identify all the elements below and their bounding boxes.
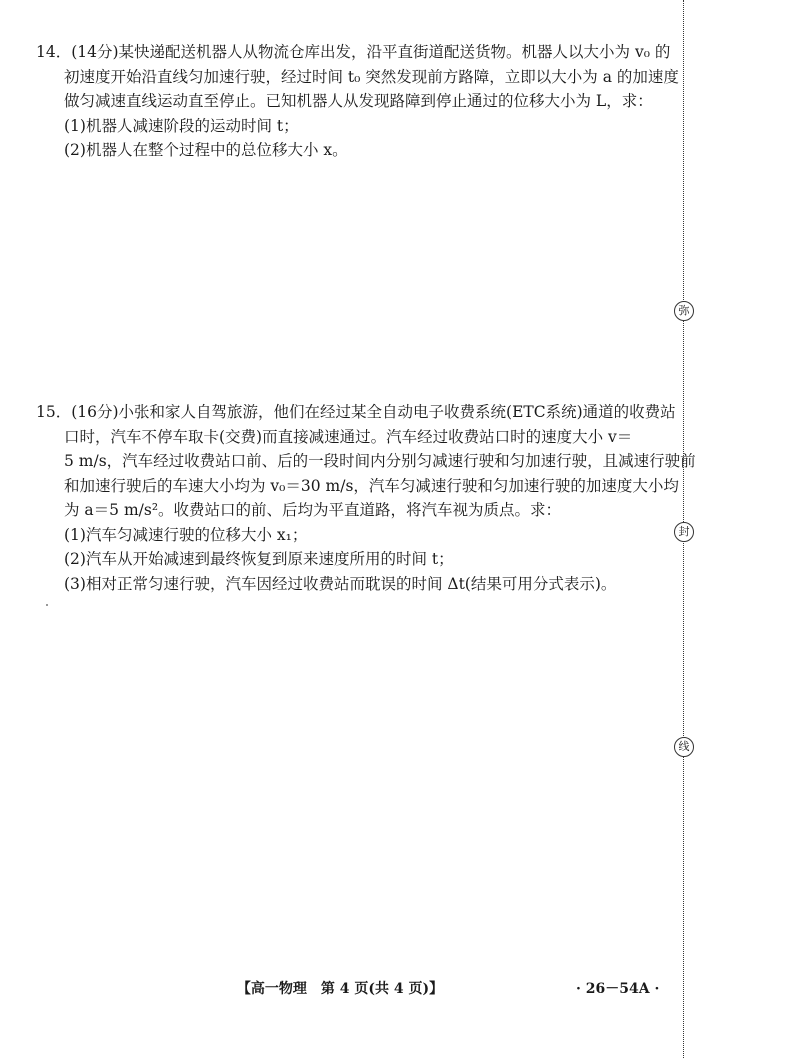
problem-14-line-3: 做匀减速直线运动直至停止。已知机器人从发现路障到停止通过的位移大小为 L，求：	[64, 92, 653, 110]
seal-character-mi: 弥	[674, 301, 694, 321]
problem-15-subquestion-3: (3)相对正常匀速行驶，汽车因经过收费站而耽误的时间 Δt(结果可用分式表示)。	[64, 574, 617, 593]
problem-15-subquestion-1: (1)汽车匀减速行驶的位移大小 x₁；	[64, 525, 308, 544]
problem-15	[36, 400, 696, 596]
problem-14-subquestion-2: (2)机器人在整个过程中的总位移大小 x。	[64, 141, 348, 159]
problem-15-line-3: 5 m/s，汽车经过收费站口前、后的一段时间内分别匀减速行驶和匀加速行驶，且减速行驶前	[64, 452, 696, 470]
problem-15-line-5: 为 a＝5 m/s²。收费站口的前、后均为平直道路，将汽车视为质点。求：	[64, 501, 562, 519]
scan-speck	[46, 604, 48, 606]
problem-15-subquestion-2: (2)汽车从开始减速到最终恢复到原来速度所用的时间 t；	[64, 550, 454, 568]
problem-15-line-1: 15．(16分)小张和家人自驾旅游，他们在经过某全自动电子收费系统(ETC系统)通道的收费站	[36, 403, 676, 421]
seal-character-feng: 封	[674, 522, 694, 542]
problem-14-line-2: 初速度开始沿直线匀加速行驶，经过时间 t₀ 突然发现前方路障，立即以大小为 a 的加速度	[64, 67, 679, 86]
problem-14	[36, 40, 679, 163]
seal-character-xian: 线	[674, 737, 694, 757]
page-footer-code: · 26－54A ·	[576, 981, 660, 997]
problem-14-line-1: 14．(14分)某快递配送机器人从物流仓库出发，沿平直街道配送货物。机器人以大小为 v₀ 的	[36, 43, 671, 61]
problem-15-line-4: 和加速行驶后的车速大小均为 v₀＝30 m/s，汽车匀减速行驶和匀加速行驶的加速度大小均	[64, 476, 679, 495]
page-footer-title: 【高一物理 第 4 页(共 4 页)】	[236, 981, 444, 997]
problem-15-line-2: 口时，汽车不停车取卡(交费)而直接减速通过。汽车经过收费站口时的速度大小 v＝	[64, 427, 633, 446]
problem-14-subquestion-1: (1)机器人减速阶段的运动时间 t；	[64, 116, 299, 135]
